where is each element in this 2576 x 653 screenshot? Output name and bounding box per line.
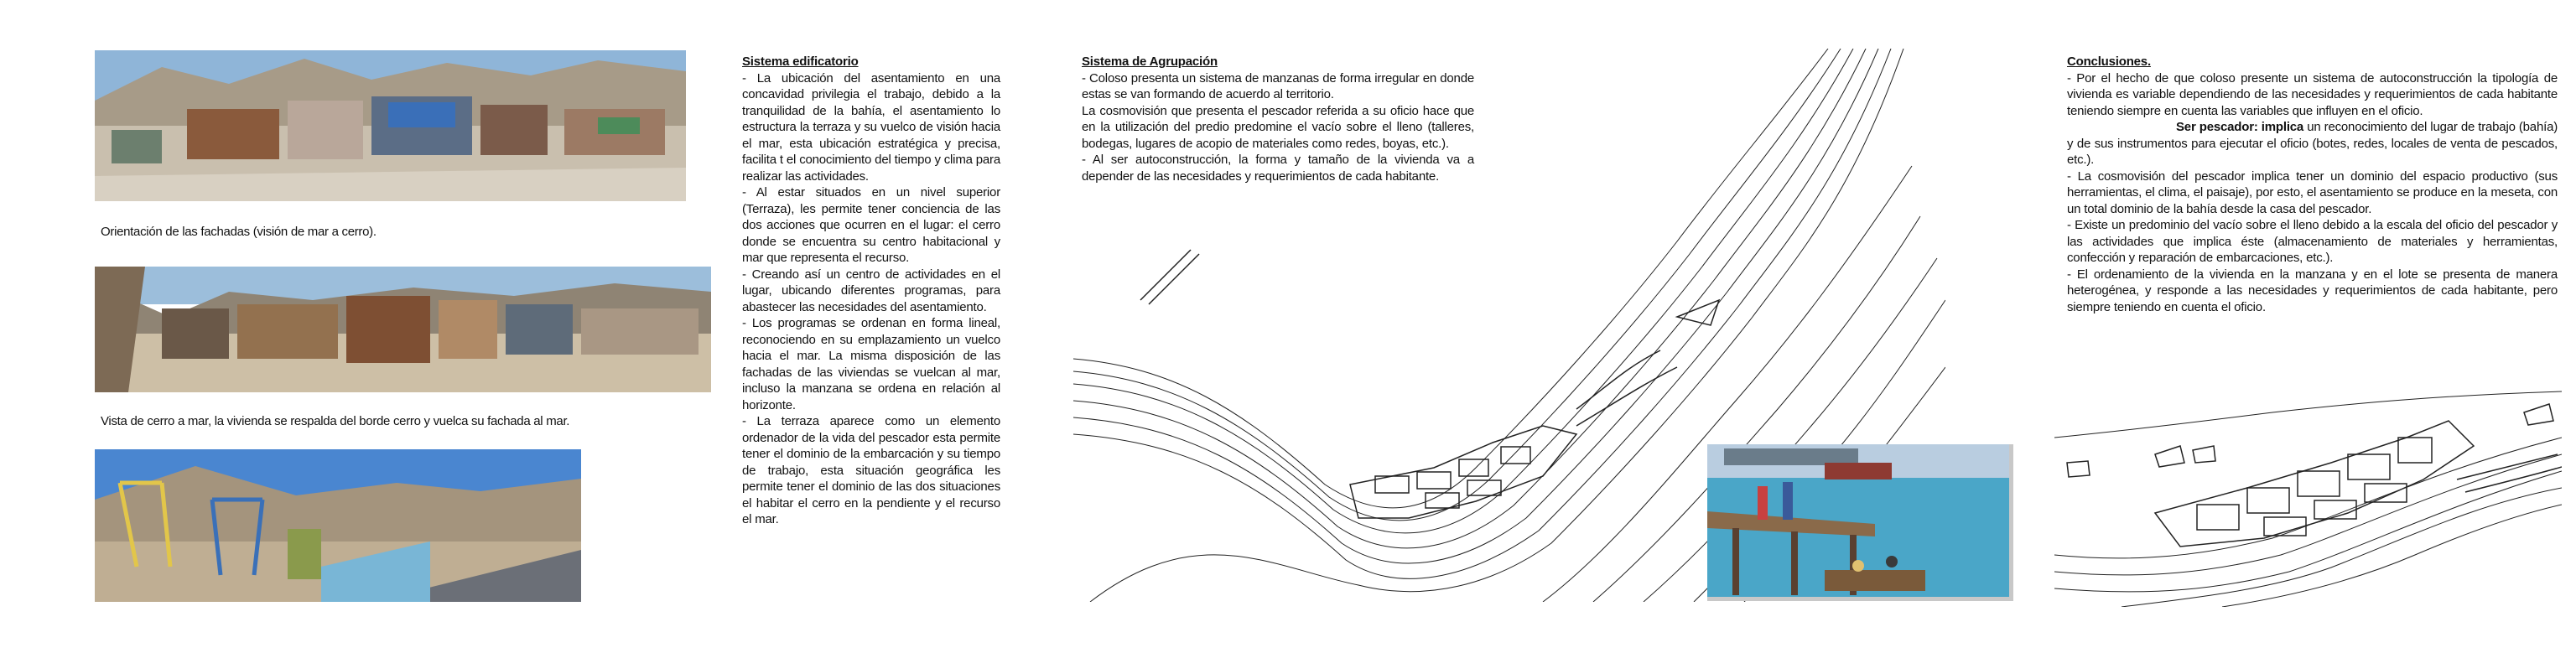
ser-pescador-bold: Ser pescador: implica xyxy=(2176,120,2304,134)
edificatorio-paragraph: - La ubicación del asentamiento en una concavidad privilegia el trabajo, debido a la tranquilidad de la bahía, el asentamiento lo estructura la terraza y su vuelco de visión hacia el mar, esta ubicación estratégica y precisa, facilita t el conocimiento del tiempo y clima para realizar las actividades. xyxy=(742,70,1000,184)
conclusiones-block xyxy=(2067,54,2558,315)
conclusiones-title: Conclusiones. xyxy=(2067,54,2151,69)
sistema-edificatorio-title: Sistema edificatorio xyxy=(742,54,859,69)
ser-pescador-rest: un reconocimiento del lugar de trabajo (bahía) y de sus instrumentos para ejecutar el oficio (botes, redes, locales de venta de pescados, etc.). xyxy=(2067,120,2558,167)
photo-construction-panorama xyxy=(95,267,711,392)
settlement-detail-plan xyxy=(2054,387,2562,607)
edificatorio-paragraph: - Creando así un centro de actividades en el lugar, ubicando diferentes programas, para abastecer las necesidades del asentamiento. xyxy=(742,267,1000,314)
sistema-edificatorio-block xyxy=(742,54,1000,528)
conclusiones-paragraph: - La cosmovisión del pescador implica tener un dominio del espacio productivo (sus herramientas, el clima, el paisaje), por esto, el asentamiento se produce en la meseta, con un total dominio de la bahía desde la casa del pescador. xyxy=(2067,168,2558,216)
conclusiones-paragraph: - Por el hecho de que coloso presente un sistema de autoconstrucción la tipología de vivienda es variable dependiendo de las necesidades y requerimientos de cada habitante teniendo siempre en cuenta las variables que influyen en el oficio. xyxy=(2067,70,2558,118)
photo-playground-road xyxy=(95,449,581,602)
conclusiones-paragraph: - Existe un predominio del vacío sobre el lleno debido a la escala del oficio del pescador y las actividades que implica éste (almacenamiento de materiales y herramientas, confección y reparación de embarcaciones, etc.). xyxy=(2067,218,2558,265)
conclusiones-paragraph: - El ordenamiento de la vivienda en la manzana y en el lote se presenta de manera heterogénea, y responde a las necesidades y requerimientos de cada habitante, pero siempre teniendo en cuenta el oficio. xyxy=(2067,267,2558,314)
agrupacion-paragraph: - Coloso presenta un sistema de manzanas de forma irregular en donde estas se van formando de acuerdo al territorio. xyxy=(1082,70,1474,101)
caption-hill-view: Vista de cerro a mar, la vivienda se respalda del borde cerro y vuelca su fachada al mar. xyxy=(101,414,570,428)
agrupacion-paragraph: - Al ser autoconstrucción, la forma y tamaño de la vivienda va a depender de las necesidades y requerimientos de cada habitante. xyxy=(1082,153,1474,184)
agrupacion-paragraph: La cosmovisión que presenta el pescador referida a su oficio hace que en la utilización del predio predomine el vacío sobre el lleno (talleres, bodegas, lugares de acopio de materiales como redes, boyas, etc.). xyxy=(1082,103,1474,151)
conclusiones-paragraph-ser-pescador xyxy=(2067,119,2558,168)
photo-fishing-dock xyxy=(1707,444,2013,601)
edificatorio-paragraph: - Los programas se ordenan en forma lineal, reconociendo en su emplazamiento un vuelco hacia el mar. La misma disposición de las fachadas de las viviendas se vuelcan al mar, incluso la manzana se ordena en relación al horizonte. xyxy=(742,316,1000,412)
photo-facades-panorama xyxy=(95,50,686,201)
edificatorio-paragraph: - Al estar situados en un nivel superior (Terraza), les permite tener conciencia de las dos acciones que ocurren en el lugar: el cerro donde se encuentra su centro habitacional y mar que representa el recurso. xyxy=(742,185,1000,265)
caption-facades: Orientación de las fachadas (visión de mar a cerro). xyxy=(101,225,377,239)
edificatorio-paragraph: - La terraza aparece como un elemento ordenador de la vida del pescador esta permite tener el dominio de la embarcación y su tiempo de trabajo, esta situación geográfica les permite tener el dominio de las dos situaciones el habitar el cerro en la pendiente y el recurso el mar. xyxy=(742,414,1000,526)
sistema-agrupacion-title: Sistema de Agrupación xyxy=(1082,54,1218,69)
